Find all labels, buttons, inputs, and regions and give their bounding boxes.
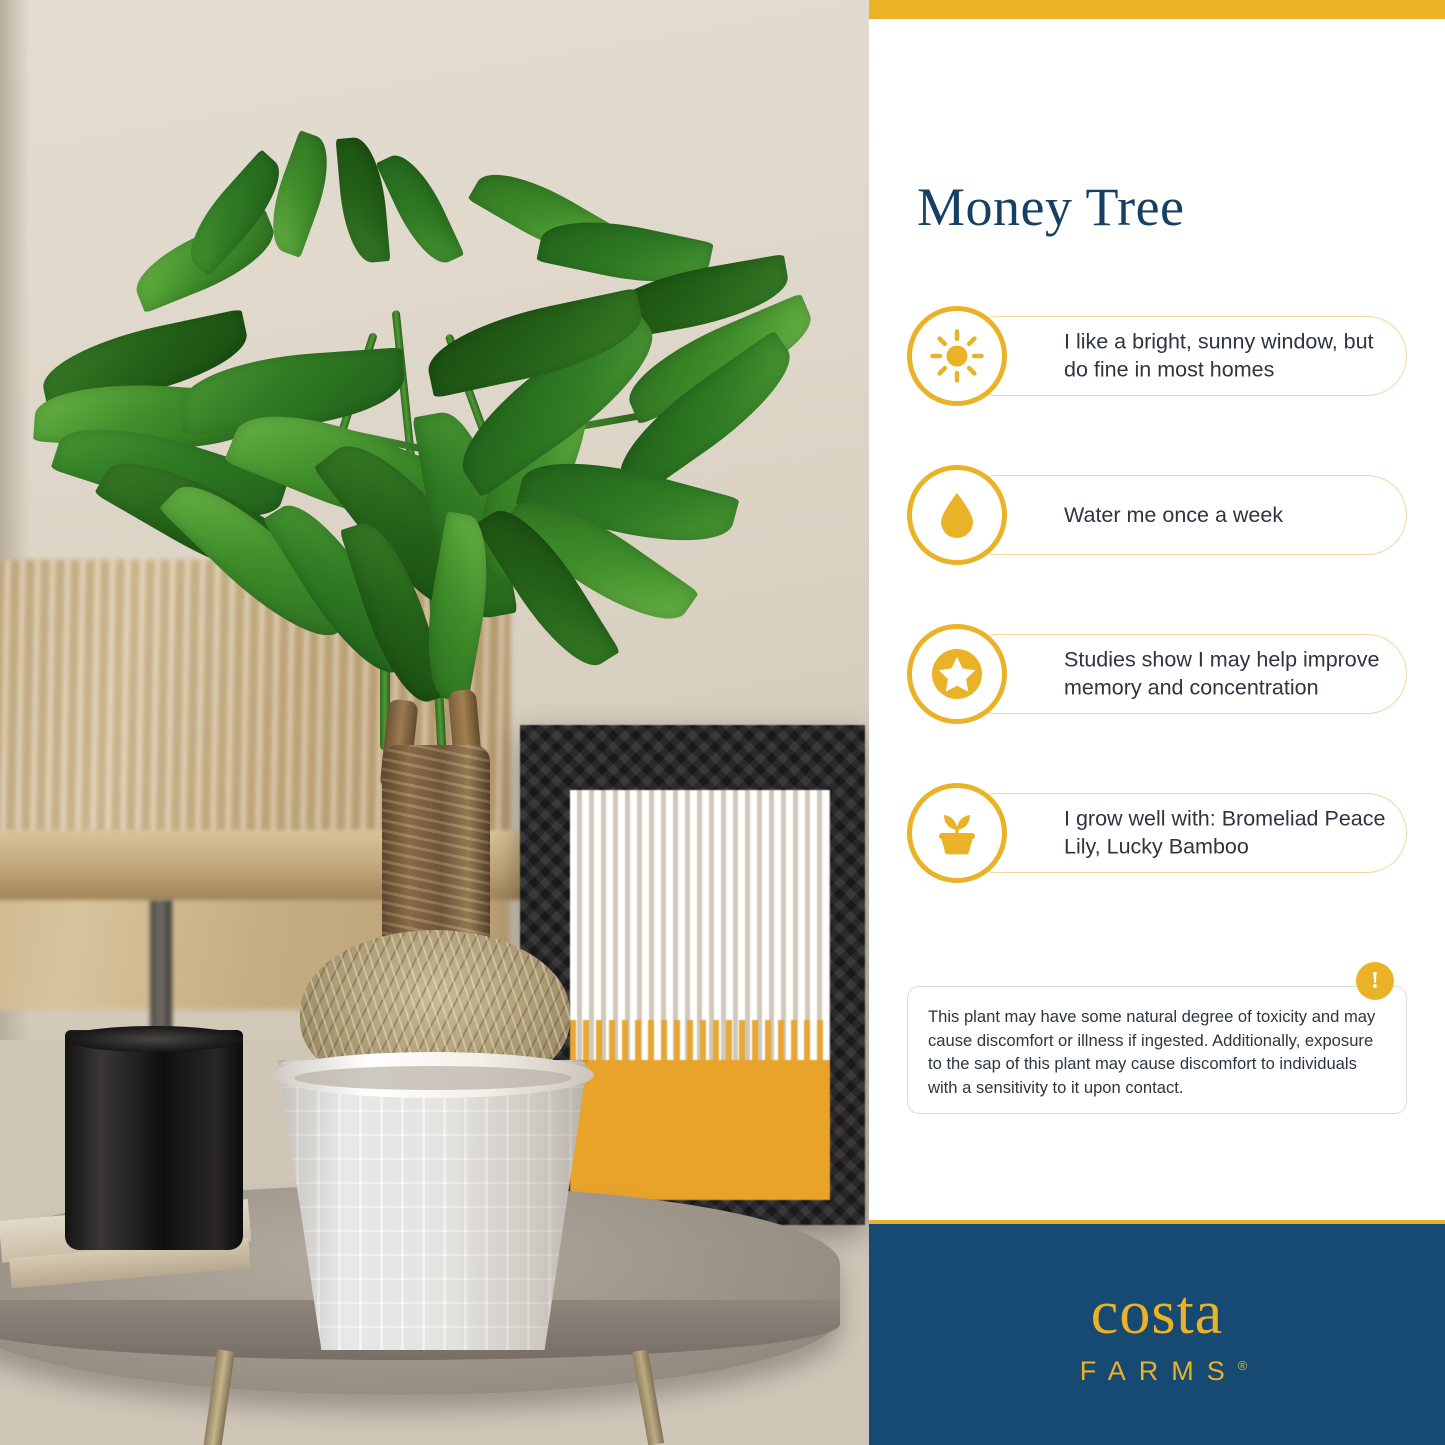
- registered-mark: ®: [1237, 1358, 1248, 1373]
- top-accent-bar: [869, 0, 1445, 19]
- water-drop-icon: [907, 465, 1007, 565]
- care-row-light: [907, 306, 1407, 406]
- footer-accent-rule: [869, 1220, 1445, 1224]
- brand-subname-text: FARMS: [1079, 1356, 1238, 1386]
- brand-subname: [869, 1356, 1445, 1387]
- artwork-yellow-block: [570, 1060, 830, 1200]
- costa-farms-logo: [869, 1279, 1445, 1387]
- black-cup: [65, 1030, 243, 1250]
- info-panel: [869, 0, 1445, 1445]
- care-text: I like a bright, sunny window, but do fine in most homes: [1064, 329, 1374, 382]
- care-row-water: [907, 465, 1407, 565]
- artwork-canvas: [570, 790, 830, 1200]
- care-text: Studies show I may help improve memory and concentration: [1064, 647, 1380, 700]
- brand-footer: [869, 1220, 1445, 1445]
- leaf: [336, 135, 391, 264]
- warning-icon: !: [1356, 962, 1394, 1000]
- star-badge-icon: [907, 624, 1007, 724]
- care-text: I grow well with: Bromeliad Peace Lily, Lucky Bamboo: [1064, 806, 1386, 859]
- planter-rim-inner: [294, 1066, 572, 1090]
- care-text: Water me once a week: [1064, 502, 1284, 527]
- sun-icon: [907, 306, 1007, 406]
- toxicity-warning-text: This plant may have some natural degree of toxicity and may cause discomfort or illness if ingested. Additionally, exposure to the sap of this plant may cause discomfort to individuals with a sensitivity to it upon contact.: [928, 1007, 1376, 1097]
- page-title: Money Tree: [917, 177, 1185, 237]
- planter-texture: [278, 1060, 588, 1350]
- care-row-companions: [907, 783, 1407, 883]
- care-instruction-list: [907, 306, 1407, 942]
- care-row-benefit: [907, 624, 1407, 724]
- plant-canopy: [0, 130, 869, 830]
- brand-name: costa: [1090, 1279, 1224, 1347]
- potted-plant-icon: [907, 783, 1007, 883]
- black-cup-rim: [65, 1026, 243, 1052]
- toxicity-warning-box: [907, 986, 1407, 1114]
